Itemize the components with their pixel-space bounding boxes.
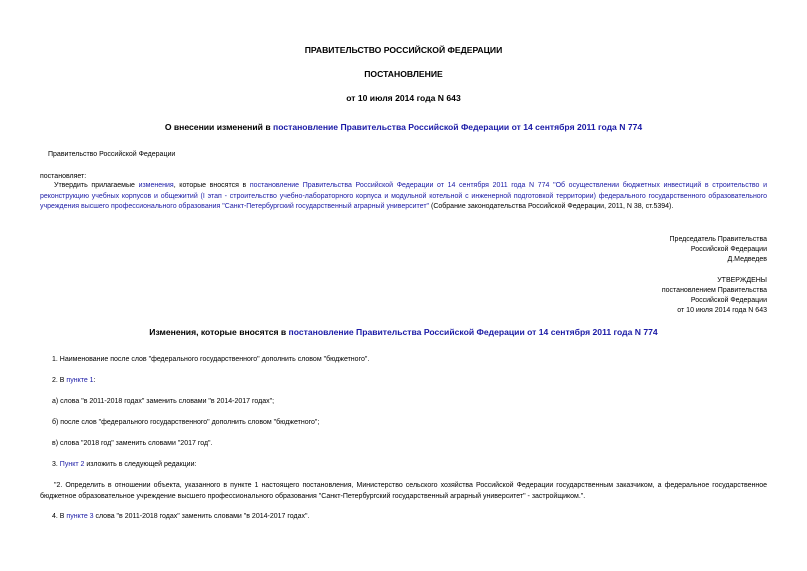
item-3-link[interactable]: Пункт 2 xyxy=(59,461,85,468)
item-3-post: изложить в следующей редакции: xyxy=(84,461,197,468)
intro-paragraph xyxy=(40,181,767,213)
signature-line-1: Председатель Правительства xyxy=(669,236,767,243)
doc-title-link[interactable]: постановление Правительства Российской Федерации от 14 сентября 2011 года N 774 xyxy=(273,122,643,132)
approved-line-3: Российской Федерации xyxy=(690,297,767,304)
resolution-link[interactable]: постановление Правительства Российской Федерации от 14 сентября 2011 года N 774 xyxy=(249,182,550,189)
item-1: 1. Наименование после слов "федерального государственного" дополнить словом "бюджетного". xyxy=(52,356,370,363)
signature-line-3: Д.Медведев xyxy=(727,256,767,263)
item-2-post: : xyxy=(93,377,96,384)
signature-line-2: Российской Федерации xyxy=(690,246,767,253)
resolution-title-link[interactable]: "Об осуществлении бюджетных инвестиций в строительство и реконструкцию учебных корпусов и общежитий (I этап - строительство учебно-лабораторного корпуса и модульной котельной с инженерной подготовкой территории) федерального государственного образовательного учреждения высшего профессионального образования "Санкт-Петербургский государственный аграрный университет" xyxy=(40,182,767,211)
intro-p1-tail: (Собрание законодательства Российской Федерации, 2011, N 38, ст.5394). xyxy=(429,203,674,211)
government-heading: ПРАВИТЕЛЬСТВО РОССИЙСКОЙ ФЕДЕРАЦИИ xyxy=(304,45,503,55)
doc-title-prefix: О внесении изменений в xyxy=(164,122,273,132)
approved-line-4: от 10 июля 2014 года N 643 xyxy=(677,307,767,314)
item-2-link[interactable]: пункте 1 xyxy=(66,377,94,384)
approved-line-1: УТВЕРЖДЕНЫ xyxy=(717,277,767,284)
item-3 xyxy=(52,460,196,470)
item-4 xyxy=(52,512,309,522)
intro-decides: постановляет: xyxy=(40,173,87,180)
doc-date: от 10 июля 2014 года N 643 xyxy=(346,93,461,103)
intro-p1-mid: , которые вносятся в xyxy=(173,182,250,189)
approved-line-2: постановлением Правительства xyxy=(661,287,767,294)
changes-title-prefix: Изменения, которые вносятся в xyxy=(149,327,289,337)
item-4-pre: 4. В xyxy=(52,513,67,520)
changes-title-link[interactable]: постановление Правительства Российской Федерации от 14 сентября 2011 года N 774 xyxy=(288,327,658,337)
item-2c: в) слова "2018 год" заменить словами "2017 год". xyxy=(52,440,213,447)
changes-link[interactable]: изменения xyxy=(138,182,174,189)
intro-p1-start: Утвердить прилагаемые xyxy=(54,182,139,189)
item-3-quote-text: "2. Определить в отношении объекта, указанного в пункте 1 настоящего постановления, Министерство сельского хозяйства Российской Федерации государственным заказчиком, а федеральное государственное бюджетное образовательное учреждение высшего профессионального образования "Санкт-Петербургский государственный аграрный университет" - застройщиком.". xyxy=(40,482,767,500)
doc-title xyxy=(0,122,807,133)
item-2 xyxy=(52,376,96,386)
item-4-link[interactable]: пункте 3 xyxy=(66,513,94,520)
item-2a: а) слова "в 2011-2018 годах" заменить словами "в 2014-2017 годах"; xyxy=(52,398,275,405)
changes-title xyxy=(0,327,807,338)
item-3-pre: 3. xyxy=(52,461,60,468)
item-4-post: слова "в 2011-2018 годах" заменить словами "в 2014-2017 годах". xyxy=(93,513,310,520)
intro-subject: Правительство Российской Федерации xyxy=(48,151,176,158)
item-2b: б) после слов "федерального государственного" дополнить словом "бюджетного"; xyxy=(52,419,320,426)
item-2-pre: 2. В xyxy=(52,377,67,384)
doc-type-heading: ПОСТАНОВЛЕНИЕ xyxy=(364,69,443,79)
item-3-quote xyxy=(40,481,767,502)
